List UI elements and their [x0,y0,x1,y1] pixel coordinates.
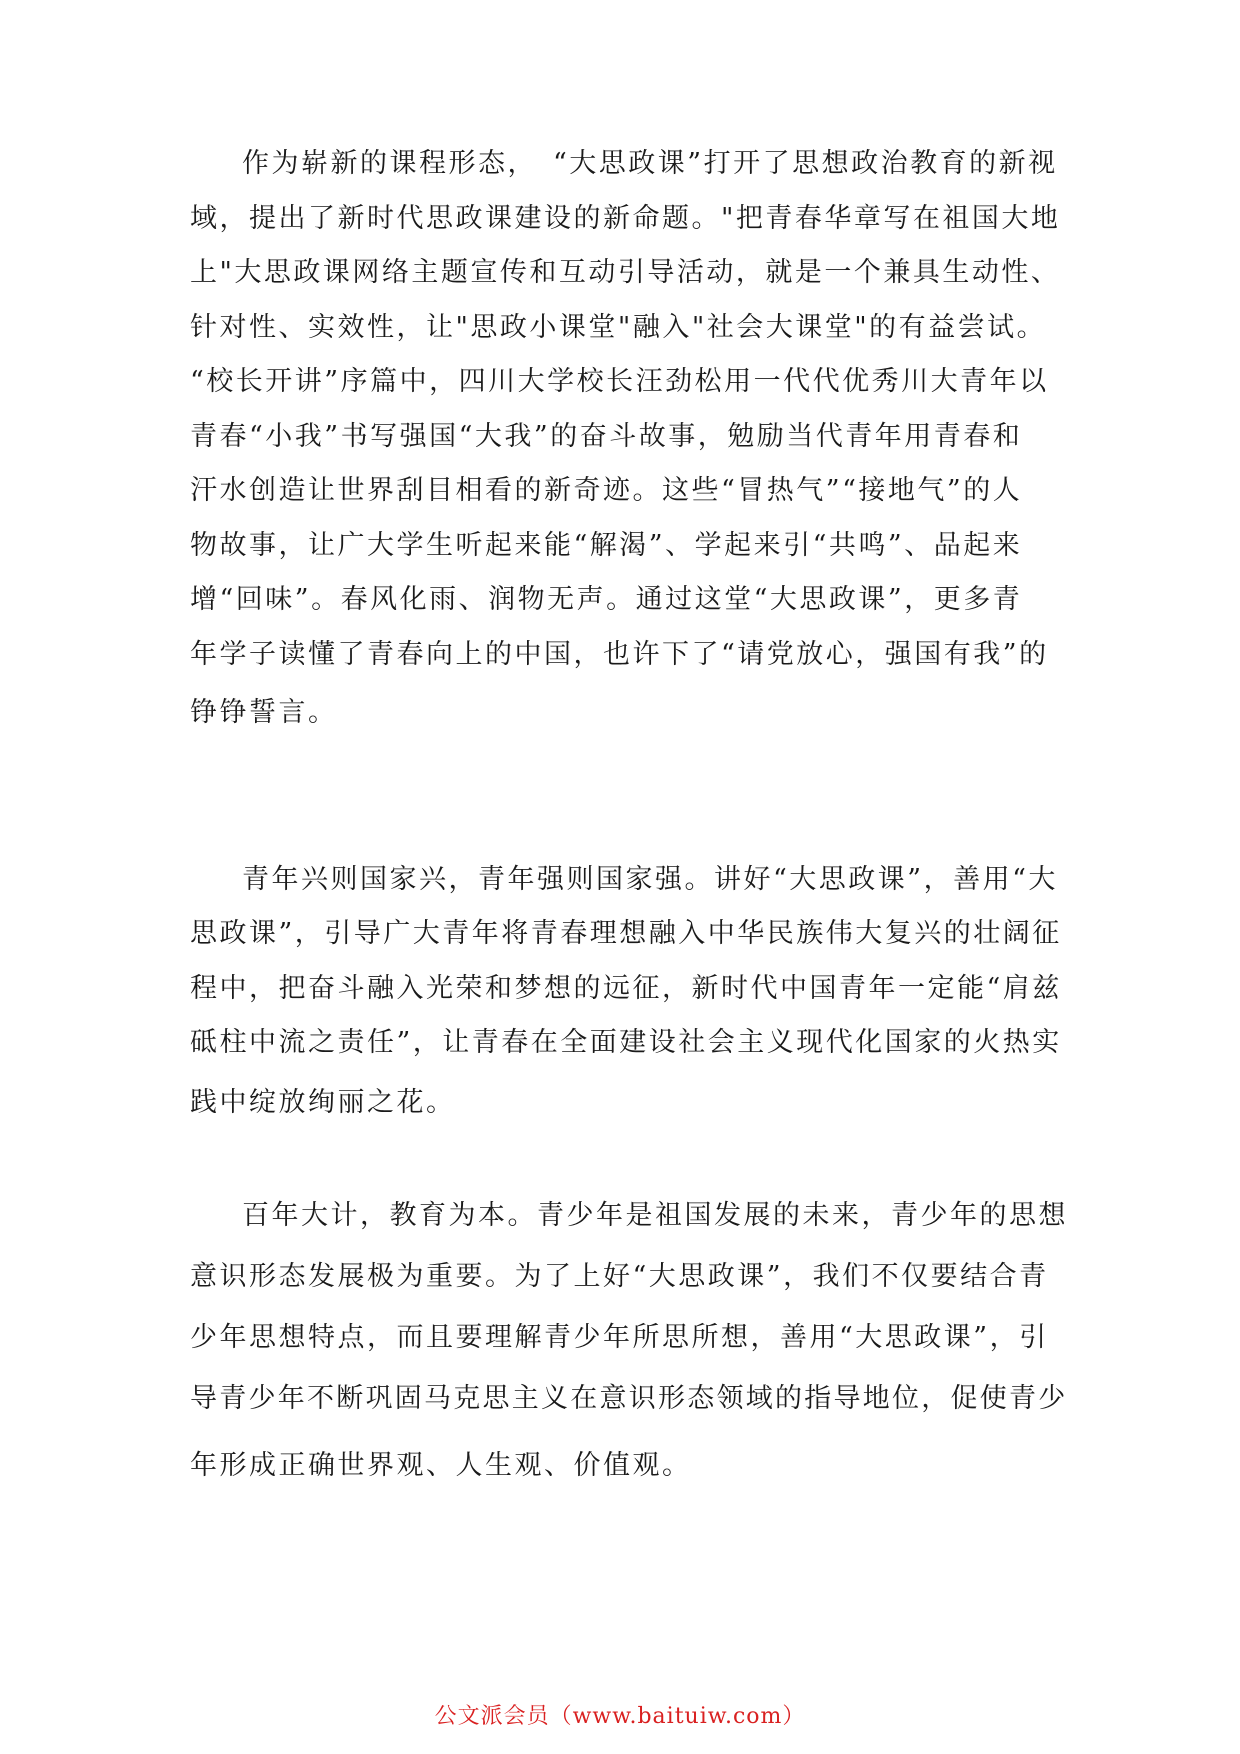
paragraph-line: 铮铮誓言。 [190,697,338,728]
paragraph-line: 针对性、实效性，让"思政小课堂"融入"社会大课堂"的有益尝试。 [190,312,1047,343]
paragraph-line: 少年思想特点，而且要理解青少年所思所想，善用“大思政课”，引 [190,1322,1049,1353]
footer-watermark-link[interactable]: 公文派会员（www.baituiw.com） [434,1704,806,1729]
paragraph-line: 程中，把奋斗融入光荣和梦想的远征，新时代中国青年一定能“肩兹 [190,973,1062,1004]
paragraph-line: 作为崭新的课程形态， “大思政课”打开了思想政治教育的新视 [242,148,1058,179]
paragraph-line: 年形成正确世界观、人生观、价值观。 [190,1450,692,1481]
paragraph-line: 年学子读懂了青春向上的中国，也许下了“请党放心，强国有我”的 [190,639,1049,670]
paragraph-line: 青年兴则国家兴，青年强则国家强。讲好“大思政课”，善用“大 [242,864,1058,895]
paragraph-line: 青春“小我”书写强国“大我”的奋斗故事，勉励当代青年用青春和 [190,421,1023,452]
paragraph-line: 上"大思政课网络主题宣传和互动引导活动，就是一个兼具生动性、 [190,257,1061,288]
paragraph-line: 意识形态发展极为重要。为了上好“大思政课”，我们不仅要结合青 [190,1261,1049,1292]
paragraph-line: 导青少年不断巩固马克思主义在意识形态领域的指导地位，促使青少 [190,1383,1068,1414]
paragraph-line: 汗水创造让世界刮目相看的新奇迹。这些“冒热气”“接地气”的人 [190,475,1023,506]
paragraph-line: 践中绽放绚丽之花。 [190,1087,456,1118]
paragraph-line: “校长开讲”序篇中，四川大学校长汪劲松用一代代优秀川大青年以 [190,366,1049,397]
paragraph-line: 域，提出了新时代思政课建设的新命题。"把青春华章写在祖国大地 [190,203,1061,234]
paragraph-line: 增“回味”。春风化雨、润物无声。通过这堂“大思政课”，更多青 [190,584,1023,615]
paragraph-line: 百年大计，教育为本。青少年是祖国发展的未来，青少年的思想 [242,1200,1068,1231]
paragraph-line: 思政课”，引导广大青年将青春理想融入中华民族伟大复兴的壮阔征 [190,918,1062,949]
paragraph-line: 砥柱中流之责任”，让青春在全面建设社会主义现代化国家的火热实 [190,1027,1062,1058]
paragraph-line: 物故事，让广大学生听起来能“解渴”、学起来引“共鸣”、品起来 [190,530,1023,561]
